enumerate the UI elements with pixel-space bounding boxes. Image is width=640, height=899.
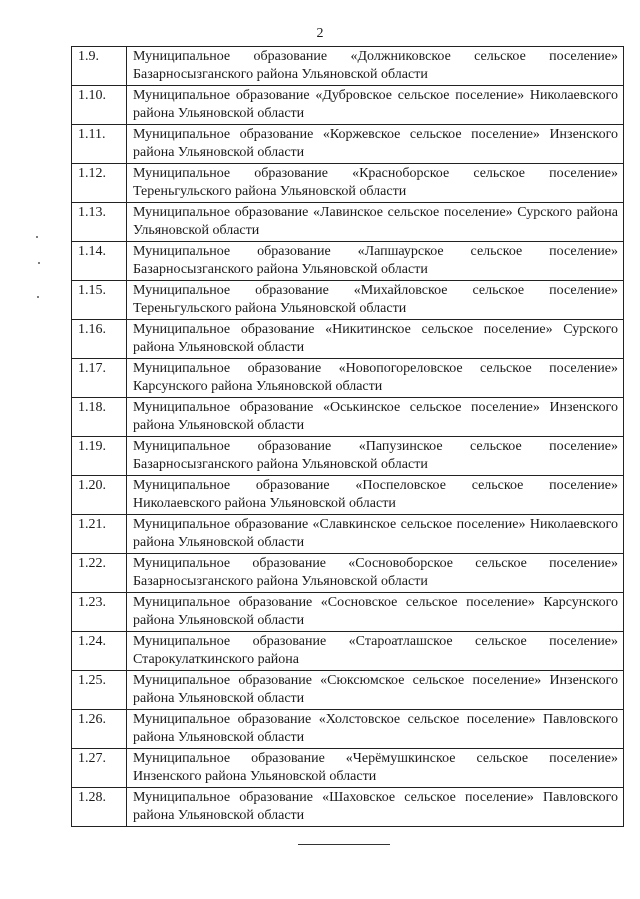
row-number: 1.17. [72,359,127,398]
table-row [72,593,624,632]
scan-speck [37,296,39,298]
table-row [72,671,624,710]
municipality-name: Муниципальное образование «Красноборское сельское поселение» Тереньгульского района Ульяновской области [127,164,624,203]
table-row [72,437,624,476]
row-number: 1.14. [72,242,127,281]
row-number: 1.13. [72,203,127,242]
row-number: 1.26. [72,710,127,749]
table-row [72,86,624,125]
row-number: 1.18. [72,398,127,437]
municipality-name: Муниципальное образование «Черёмушкинское сельское поселение» Инзенского района Ульяновской области [127,749,624,788]
row-number: 1.12. [72,164,127,203]
table-row [72,515,624,554]
table-row [72,710,624,749]
municipality-name: Муниципальное образование «Староатлашское сельское поселение» Старокулаткинского района [127,632,624,671]
municipality-name: Муниципальное образование «Славкинское сельское поселение» Николаевского района Ульяновской области [127,515,624,554]
municipality-name: Муниципальное образование «Коржевское сельское поселение» Инзенского района Ульяновской области [127,125,624,164]
row-number: 1.27. [72,749,127,788]
row-number: 1.22. [72,554,127,593]
row-number: 1.16. [72,320,127,359]
municipality-name: Муниципальное образование «Поспеловское сельское поселение» Николаевского района Ульяновской области [127,476,624,515]
table-row [72,47,624,86]
table-row [72,125,624,164]
row-number: 1.21. [72,515,127,554]
municipality-name: Муниципальное образование «Шаховское сельское поселение» Павловского района Ульяновской области [127,788,624,827]
table-row [72,359,624,398]
municipality-name: Муниципальное образование «Оськинское сельское поселение» Инзенского района Ульяновской области [127,398,624,437]
row-number: 1.28. [72,788,127,827]
row-number: 1.19. [72,437,127,476]
row-number: 1.15. [72,281,127,320]
row-number: 1.25. [72,671,127,710]
municipality-name: Муниципальное образование «Холстовское сельское поселение» Павловского района Ульяновской области [127,710,624,749]
municipality-name: Муниципальное образование «Никитинское сельское поселение» Сурского района Ульяновской области [127,320,624,359]
table-row [72,632,624,671]
table-row [72,203,624,242]
municipality-name: Муниципальное образование «Сосновское сельское поселение» Карсунского района Ульяновской области [127,593,624,632]
table-row [72,281,624,320]
municipality-name: Муниципальное образование «Новопогореловское сельское поселение» Карсунского района Ульяновской области [127,359,624,398]
table-row [72,398,624,437]
row-number: 1.10. [72,86,127,125]
municipality-table [71,46,624,827]
municipality-table-body [72,47,624,827]
municipality-name: Муниципальное образование «Дубровское сельское поселение» Николаевского района Ульяновской области [127,86,624,125]
municipality-name: Муниципальное образование «Сюксюмское сельское поселение» Инзенского района Ульяновской области [127,671,624,710]
row-number: 1.20. [72,476,127,515]
row-number: 1.9. [72,47,127,86]
municipality-name: Муниципальное образование «Должниковское сельское поселение» Базарносызганского района Ульяновской области [127,47,624,86]
table-row [72,242,624,281]
page-number: 2 [316,26,324,41]
end-divider [298,844,390,845]
scan-speck [36,236,38,238]
municipality-name: Муниципальное образование «Лапшаурское сельское поселение» Базарносызганского района Ульяновской области [127,242,624,281]
municipality-name: Муниципальное образование «Папузинское сельское поселение» Базарносызганского района Ульяновской области [127,437,624,476]
municipality-name: Муниципальное образование «Лавинское сельское поселение» Сурского района Ульяновской области [127,203,624,242]
table-row [72,788,624,827]
table-row [72,749,624,788]
row-number: 1.24. [72,632,127,671]
row-number: 1.11. [72,125,127,164]
row-number: 1.23. [72,593,127,632]
scan-speck [38,262,40,264]
table-row [72,164,624,203]
table-row [72,476,624,515]
municipality-name: Муниципальное образование «Михайловское сельское поселение» Тереньгульского района Ульяновской области [127,281,624,320]
table-row [72,554,624,593]
table-row [72,320,624,359]
municipality-name: Муниципальное образование «Сосновоборское сельское поселение» Базарносызганского района Ульяновской области [127,554,624,593]
